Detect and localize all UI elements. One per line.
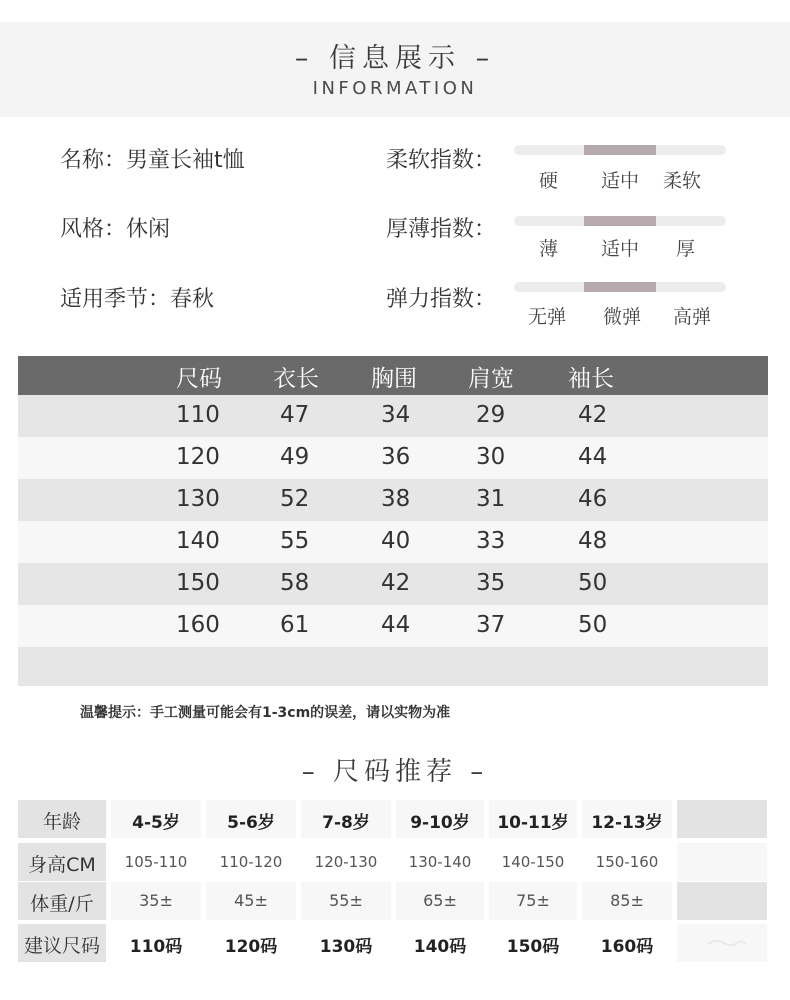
- cell-chest: 36: [381, 444, 411, 470]
- thickness-tick-thin: 薄: [539, 238, 559, 260]
- header-shoulder: 肩宽: [468, 366, 514, 392]
- size-table-header: [18, 356, 768, 395]
- recommend-row-label: [18, 843, 106, 881]
- recommend-cell: [582, 882, 672, 920]
- cell-length: 47: [280, 402, 310, 428]
- label-weight: 体重/斤: [30, 893, 94, 915]
- cell-sleeve: 42: [578, 402, 608, 428]
- age-cell: 10-11岁: [497, 813, 569, 833]
- header-size: 尺码: [176, 366, 222, 392]
- cell-size: 150: [176, 570, 220, 596]
- size-cell: 160码: [600, 937, 654, 957]
- elasticity-tick-none: 无弹: [528, 306, 567, 328]
- cell-size: 130: [176, 486, 220, 512]
- height-cell: 120-130: [314, 853, 378, 871]
- recommend-row-label: [18, 924, 106, 962]
- table-row: [18, 521, 768, 563]
- age-cell: 4-5岁: [132, 813, 180, 833]
- cell-chest: 44: [381, 612, 411, 638]
- cell-length: 52: [280, 486, 310, 512]
- softness-tick-hard: 硬: [539, 170, 559, 192]
- recommend-cell: [301, 843, 391, 881]
- page-title: – 信息展示 –: [294, 43, 496, 74]
- table-row-empty: [18, 647, 768, 686]
- elasticity-scale-fill: [584, 282, 656, 292]
- page-subtitle: INFORMATION: [312, 78, 478, 99]
- cell-sleeve: 48: [578, 528, 608, 554]
- cell-chest: 40: [381, 528, 411, 554]
- header-chest: 胸围: [371, 366, 417, 392]
- size-cell: 120码: [224, 937, 278, 957]
- age-cell: 12-13岁: [591, 813, 663, 833]
- cell-size: 160: [176, 612, 220, 638]
- thickness-tick-thick: 厚: [676, 238, 696, 260]
- recommend-cell: [206, 882, 296, 920]
- recommend-row-label: [18, 882, 106, 920]
- height-cell: 150-160: [595, 853, 659, 871]
- recommend-cell: [396, 924, 484, 962]
- softness-scale: [514, 145, 726, 155]
- recommend-cell: [489, 843, 577, 881]
- recommend-cell: [301, 800, 391, 838]
- elasticity-label: 弹力指数：: [386, 287, 497, 312]
- thickness-tick-medium: 适中: [601, 238, 640, 260]
- cell-sleeve: 46: [578, 486, 608, 512]
- recommend-cell-empty: [677, 843, 767, 881]
- height-cell: 110-120: [219, 853, 283, 871]
- thickness-scale-fill: [584, 216, 656, 226]
- cell-shoulder: 35: [476, 570, 506, 596]
- cell-shoulder: 29: [476, 402, 506, 428]
- recommend-cell: [396, 800, 484, 838]
- height-cell: 130-140: [408, 853, 472, 871]
- weight-cell: 65±: [423, 891, 457, 910]
- recommend-cell: [206, 800, 296, 838]
- weight-cell: 55±: [329, 891, 363, 910]
- label-height: 身高CM: [28, 854, 96, 876]
- size-cell: 130码: [319, 937, 373, 957]
- label-age: 年龄: [42, 811, 81, 833]
- recommend-cell: [111, 924, 201, 962]
- thickness-label: 厚薄指数：: [386, 217, 497, 242]
- weight-cell: 85±: [610, 891, 644, 910]
- measurement-tip: 温馨提示：手工测量可能会有1-3cm的误差，请以实物为准: [80, 705, 451, 721]
- table-row: [18, 437, 768, 479]
- elasticity-scale: [514, 282, 726, 292]
- height-cell: 140-150: [501, 853, 565, 871]
- cell-shoulder: 30: [476, 444, 506, 470]
- table-row: [18, 563, 768, 605]
- elasticity-tick-high: 高弹: [673, 306, 712, 328]
- cell-size: 140: [176, 528, 220, 554]
- header-length: 衣长: [273, 366, 319, 392]
- cell-length: 58: [280, 570, 310, 596]
- weight-cell: 35±: [139, 891, 173, 910]
- recommend-cell: [489, 882, 577, 920]
- recommend-cell: [396, 843, 484, 881]
- recommend-cell: [301, 882, 391, 920]
- cell-sleeve: 44: [578, 444, 608, 470]
- recommend-cell: [582, 924, 672, 962]
- size-cell: 150码: [506, 937, 560, 957]
- recommend-cell: [111, 843, 201, 881]
- cell-chest: 42: [381, 570, 411, 596]
- weight-cell: 45±: [234, 891, 268, 910]
- recommend-cell: [301, 924, 391, 962]
- recommend-cell: [111, 882, 201, 920]
- cell-length: 49: [280, 444, 310, 470]
- cell-length: 55: [280, 528, 310, 554]
- cell-shoulder: 31: [476, 486, 506, 512]
- cell-sleeve: 50: [578, 612, 608, 638]
- cell-size: 120: [176, 444, 220, 470]
- label-recommended-size: 建议尺码: [23, 935, 100, 957]
- softness-label: 柔软指数：: [386, 148, 497, 173]
- recommend-cell: [206, 843, 296, 881]
- table-row: [18, 395, 768, 437]
- recommend-cell: [489, 924, 577, 962]
- product-style: 风格：休闲: [60, 217, 171, 242]
- cell-length: 61: [280, 612, 310, 638]
- cell-shoulder: 33: [476, 528, 506, 554]
- size-cell: 140码: [413, 937, 467, 957]
- recommend-cell: [582, 843, 672, 881]
- recommend-cell: [111, 800, 201, 838]
- product-season: 适用季节：春秋: [60, 287, 215, 312]
- recommend-title: – 尺码推荐 –: [301, 757, 489, 787]
- cell-size: 110: [176, 402, 220, 428]
- softness-tick-soft: 柔软: [663, 170, 702, 192]
- age-cell: 5-6岁: [227, 813, 275, 833]
- cell-sleeve: 50: [578, 570, 608, 596]
- age-cell: 9-10岁: [410, 813, 470, 833]
- cell-chest: 38: [381, 486, 411, 512]
- table-row: [18, 605, 768, 647]
- recommend-cell: [206, 924, 296, 962]
- table-row: [18, 479, 768, 521]
- elasticity-tick-slight: 微弹: [603, 306, 642, 328]
- recommend-cell: [489, 800, 577, 838]
- softness-scale-fill: [584, 145, 656, 155]
- height-cell: 105-110: [124, 853, 188, 871]
- size-cell: 110码: [129, 937, 183, 957]
- header-sleeve: 袖长: [568, 366, 614, 392]
- cell-shoulder: 37: [476, 612, 506, 638]
- age-cell: 7-8岁: [322, 813, 370, 833]
- softness-tick-medium: 适中: [601, 170, 640, 192]
- cell-chest: 34: [381, 402, 411, 428]
- product-name: 名称：男童长袖t恤: [60, 148, 245, 173]
- recommend-cell-empty: [677, 882, 767, 920]
- recommend-cell: [582, 800, 672, 838]
- thickness-scale: [514, 216, 726, 226]
- recommend-cell-empty: [677, 800, 767, 838]
- recommend-row-label: [18, 800, 106, 838]
- recommend-cell: [396, 882, 484, 920]
- weight-cell: 75±: [516, 891, 550, 910]
- faint-watermark-icon: [706, 935, 750, 949]
